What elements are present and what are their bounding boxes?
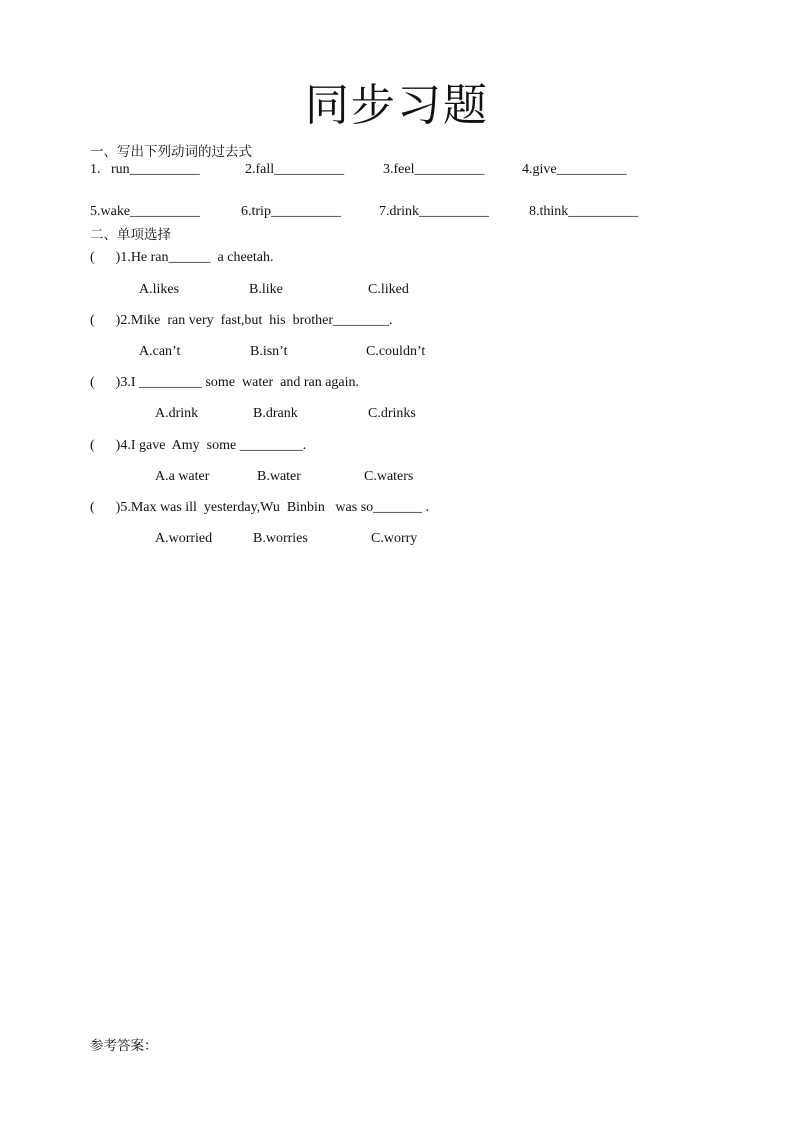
question-2-option-b: B.isn’t <box>250 344 288 359</box>
answer-key-label: 参考答案： <box>90 1038 158 1054</box>
question-4-option-c: C.waters <box>364 469 414 484</box>
question-3-stem: ( )3.I _________ some water and ran again. <box>90 375 360 390</box>
question-1-option-c: C.liked <box>368 282 409 297</box>
verb-item-6: 6.trip__________ <box>241 204 341 219</box>
question-5-option-a: A.worried <box>155 531 213 546</box>
question-4-option-a: A.a water <box>155 469 210 484</box>
question-3-option-c: C.drinks <box>368 406 416 421</box>
question-1-stem: ( )1.He ran______ a cheetah. <box>90 250 274 265</box>
verb-item-5: 5.wake__________ <box>90 204 201 219</box>
verb-item-1: 1. run__________ <box>90 162 200 177</box>
question-1-option-a: A.likes <box>139 282 180 297</box>
question-4-stem: ( )4.I gave Amy some _________. <box>90 438 307 453</box>
question-3-option-b: B.drank <box>253 406 298 421</box>
question-1-option-b: B.like <box>249 282 283 297</box>
question-4-option-b: B.water <box>257 469 301 484</box>
question-5-option-b: B.worries <box>253 531 308 546</box>
page-title: 同步习题 <box>305 80 489 131</box>
verb-item-2: 2.fall__________ <box>245 162 345 177</box>
section-2-heading: 二、单项选择 <box>90 227 171 243</box>
question-5-stem: ( )5.Max was ill yesterday,Wu Binbin was so_______ . <box>90 500 430 515</box>
verb-item-7: 7.drink__________ <box>379 204 490 219</box>
verb-item-3: 3.feel__________ <box>383 162 485 177</box>
question-2-stem: ( )2.Mike ran very fast,but his brother________. <box>90 313 393 328</box>
question-2-option-c: C.couldn’t <box>366 344 426 359</box>
question-3-option-a: A.drink <box>155 406 199 421</box>
verb-item-8: 8.think__________ <box>529 204 639 219</box>
section-1-heading: 一、写出下列动词的过去式 <box>90 144 252 160</box>
question-2-option-a: A.can’t <box>139 344 181 359</box>
verb-item-4: 4.give__________ <box>522 162 627 177</box>
question-5-option-c: C.worry <box>371 531 418 546</box>
